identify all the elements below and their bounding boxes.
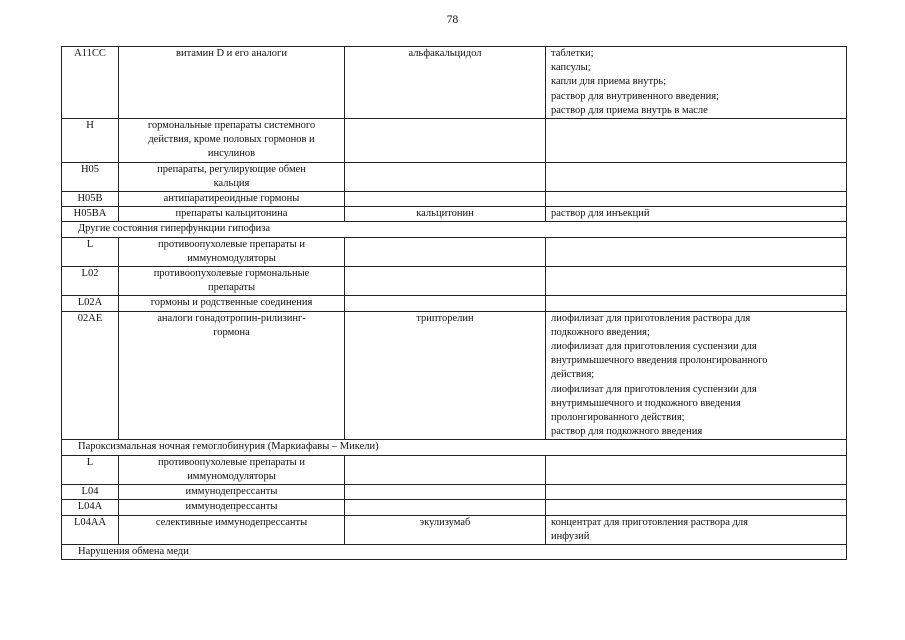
atc-name-line: инсулинов (207, 148, 256, 160)
table-body (62, 47, 847, 560)
atc-code-cell: L04A (62, 500, 119, 515)
dosage-form-cell (546, 237, 847, 266)
dosage-form-line: инфузий (551, 530, 590, 542)
dosage-form-line: капли для приема внутрь; (551, 76, 667, 88)
atc-name-cell (119, 192, 345, 207)
atc-code-cell: L04AA (62, 515, 119, 544)
drug-name-cell: альфакальцидол (345, 47, 546, 119)
dosage-form-cell (546, 162, 847, 191)
atc-name-line: гормоны и родственные соединения (150, 297, 313, 309)
drug-name-cell (345, 119, 546, 163)
dosage-form-cell (546, 192, 847, 207)
dosage-form-cell (546, 500, 847, 515)
drug-name-cell: трипторелин (345, 311, 546, 440)
atc-name-cell (119, 296, 345, 311)
atc-name-line: препараты, регулирующие обмен (157, 163, 306, 175)
table-row (62, 311, 847, 440)
dosage-form-line: раствор для инъекций (551, 208, 650, 220)
drug-name-cell (345, 162, 546, 191)
atc-name-cell (119, 515, 345, 544)
dosage-form-cell (546, 119, 847, 163)
atc-name-cell (119, 311, 345, 440)
dosage-form-line: внутримышечного и подкожного введения (551, 397, 741, 409)
section-title: Пароксизмальная ночная гемоглобинурия (Маркиафавы – Микели) (62, 440, 847, 455)
atc-name-line: витамин D и его аналоги (176, 48, 287, 59)
dosage-form-line: подкожного введения; (551, 326, 650, 338)
atc-name-line: антипаратиреоидные гормоны (163, 193, 300, 205)
page-number: 78 (446, 14, 459, 26)
table-row (62, 207, 847, 222)
dosage-form-line: раствор для внутривенного введения; (551, 90, 719, 102)
atc-name-line: аналоги гонадотропин-рилизинг- (157, 312, 306, 324)
atc-name-line: гормональные препараты системного (147, 120, 316, 132)
atc-name-cell (119, 162, 345, 191)
drug-name-cell (345, 485, 546, 500)
atc-name-line: противоопухолевые препараты и (158, 238, 305, 250)
drug-name-cell (345, 296, 546, 311)
table-row (62, 515, 847, 544)
table-row (62, 485, 847, 500)
dosage-form-cell (546, 267, 847, 296)
dosage-form-line: капсулы; (551, 62, 591, 74)
atc-name-cell (119, 47, 345, 119)
atc-name-cell (119, 237, 345, 266)
atc-name-line: противоопухолевые препараты и (158, 456, 305, 468)
dosage-form-cell (546, 485, 847, 500)
table-row (62, 296, 847, 311)
atc-name-cell (119, 455, 345, 484)
atc-code-cell: L04 (62, 485, 119, 500)
table-row (62, 162, 847, 191)
atc-code-cell: 02AE (62, 311, 119, 440)
drug-name-cell (345, 237, 546, 266)
atc-name-cell (119, 267, 345, 296)
atc-name-cell (119, 119, 345, 163)
dosage-form-cell (546, 455, 847, 484)
atc-name-line: иммунодепрессанты (185, 486, 278, 498)
dosage-form-cell (546, 515, 847, 544)
atc-code-cell: H05B (62, 192, 119, 207)
atc-code-cell: H (62, 119, 119, 163)
dosage-form-line: таблетки; (551, 48, 594, 59)
dosage-form-line: раствор для подкожного введения (551, 426, 703, 438)
table-row (62, 237, 847, 266)
dosage-form-cell (546, 47, 847, 119)
dosage-form-line: пролонгированного действия; (551, 412, 685, 424)
section-title: Нарушения обмена меди (62, 544, 847, 559)
dosage-form-line: концентрат для приготовления раствора для (551, 516, 748, 528)
table-row (62, 119, 847, 163)
atc-name-cell (119, 207, 345, 222)
atc-code-cell: L (62, 237, 119, 266)
dosage-form-line: действия; (551, 369, 595, 381)
atc-code-cell: H05 (62, 162, 119, 191)
atc-code-cell: A11CC (62, 47, 119, 119)
atc-name-line: действия, кроме половых гормонов и (148, 134, 315, 146)
atc-name-line: иммуномодуляторы (187, 470, 276, 482)
drug-name-cell (345, 192, 546, 207)
table-row (62, 267, 847, 296)
atc-code-cell: L02 (62, 267, 119, 296)
drug-name-cell: экулизумаб (345, 515, 546, 544)
table-row (62, 192, 847, 207)
dosage-form-line: внутримышечного введения пролонгированного (551, 355, 768, 367)
table-row (62, 500, 847, 515)
dosage-form-line: лиофилизат для приготовления суспензии для (551, 341, 757, 353)
drug-name-cell (345, 500, 546, 515)
atc-name-line: иммуномодуляторы (187, 252, 276, 264)
table-row (62, 47, 847, 119)
dosage-form-line: лиофилизат для приготовления суспензии для (551, 383, 757, 395)
dosage-form-cell (546, 296, 847, 311)
section-row (62, 544, 847, 559)
drug-name-cell (345, 267, 546, 296)
atc-name-cell (119, 500, 345, 515)
atc-code-cell: L (62, 455, 119, 484)
atc-name-line: кальция (213, 177, 250, 189)
atc-name-line: препараты (207, 282, 256, 294)
atc-name-line: препараты кальцитонина (175, 208, 288, 220)
atc-name-line: селективные иммунодепрессанты (155, 516, 308, 528)
atc-name-cell (119, 485, 345, 500)
drug-name-cell (345, 455, 546, 484)
drug-table (61, 46, 847, 560)
atc-name-line: противоопухолевые гормональные (153, 268, 310, 280)
table-row (62, 455, 847, 484)
atc-code-cell: H05BA (62, 207, 119, 222)
drug-name-cell: кальцитонин (345, 207, 546, 222)
dosage-form-line: лиофилизат для приготовления раствора для (551, 312, 751, 324)
atc-name-line: гормона (213, 326, 250, 338)
section-row (62, 440, 847, 455)
dosage-form-line: раствор для приема внутрь в масле (551, 104, 708, 116)
section-title: Другие состояния гиперфункции гипофиза (62, 222, 847, 237)
atc-name-line: иммунодепрессанты (185, 501, 278, 513)
atc-code-cell: L02A (62, 296, 119, 311)
dosage-form-cell (546, 311, 847, 440)
section-row (62, 222, 847, 237)
dosage-form-cell (546, 207, 847, 222)
